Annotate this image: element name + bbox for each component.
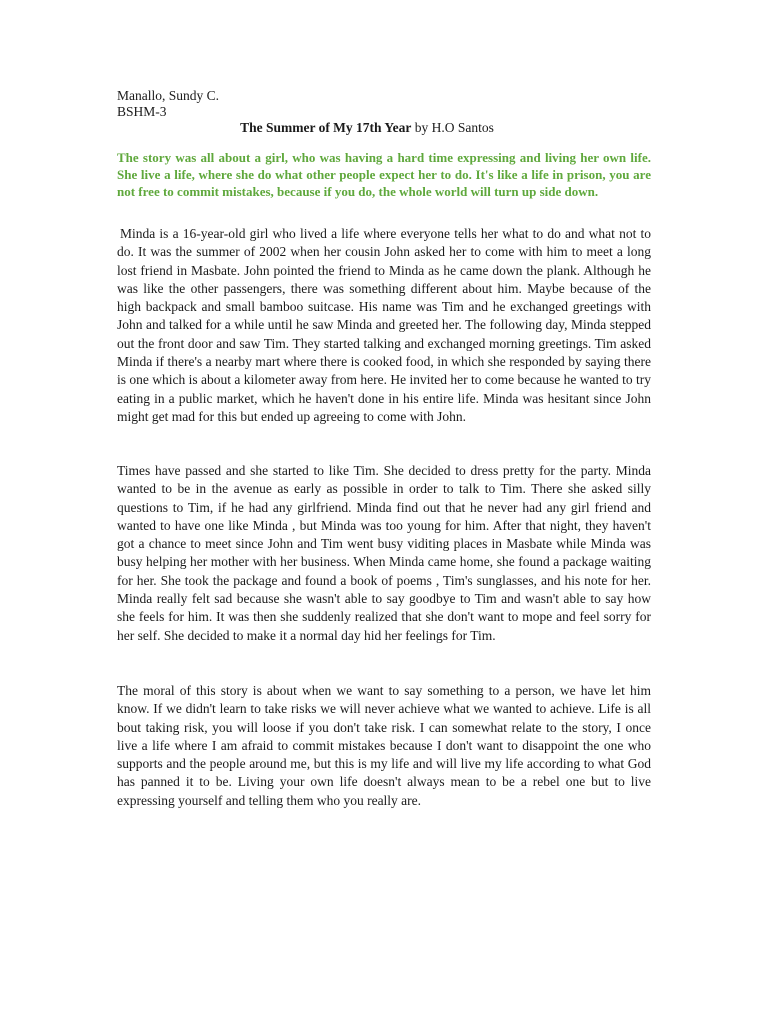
story-summary: The story was all about a girl, who was having a hard time expressing and living her own life. She live a life, where she do what other people expect her to do. It's like a life in prison, you are not free to commit mistakes, because if you do, the whole world will turn up side down. — [117, 150, 651, 199]
story-title: The Summer of My 17th Year — [240, 120, 412, 135]
story-paragraph-ending: Times have passed and she started to like Tim. She decided to dress pretty for the party. Minda wanted to be in the avenue as early as possible in order to talk to Tim. There she asked silly questions to Tim, if he had any girlfriend. Minda find out that he never had any girl friend and wanted to have one like Minda , but Minda was too young for him. After that night, they haven't got a chance to meet since John and Tim went busy viditing places in Masbate while Minda was busy helping her mother with her business. When Minda came home, she found a package waiting for her. She took the package and found a book of poems , Tim's sunglasses, and his note for her. Minda really felt sad because she wasn't able to say goodbye to Tim and wasn't able to say how she feels for him. It was then she suddenly realized that she don't want to mope and feel sorry for her self. She decided to make it a normal day hid her feelings for Tim. — [117, 463, 651, 643]
story-paragraph-plot: Minda is a 16-year-old girl who lived a life where everyone tells her what to do and what not to do. It was the summer of 2002 when her cousin John asked her to come with him to meet a long lost friend in Masbate. John pointed the friend to Minda as he came down the plank. Although he was like the other passengers, there was something different about him. Maybe because of the high backpack and small bamboo suitcase. His name was Tim and he exchanged greetings with John and talked for a while until he saw Minda and greeted her. The following day, Minda stepped out the front door and saw Tim. They started talking and exchanged morning greetings. Tim asked Minda if there's a nearby mart where there is cooked food, in which she responded by saying there is one which is about a kilometer away from here. He invited her to come because he wanted to try eating in a public market, which he haven't done in his entire life. Minda was hesitant since John might get mad for this but ended up agreeing to come with John. — [117, 226, 651, 424]
author-name: Manallo, Sundy C. — [117, 88, 220, 103]
document-title — [0, 119, 734, 136]
section-code: BSHM-3 — [117, 104, 167, 119]
story-author-byline: by H.O Santos — [411, 120, 494, 135]
story-paragraph-moral: The moral of this story is about when we want to say something to a person, we have let him know. If we didn't learn to take risks we will never achieve what we wanted to achieve. Life is all bout taking risk, you will loose if you don't take risk. I can somewhat relate to the story, I once live a life where I am afraid to commit mistakes because I don't want to disappoint the one who supports and the people around me, but this is my life and will live my life according to what God has panned it to be. Living your own life doesn't always mean to be a rebel one but to live expressing yourself and telling them who you really are. — [117, 683, 651, 808]
